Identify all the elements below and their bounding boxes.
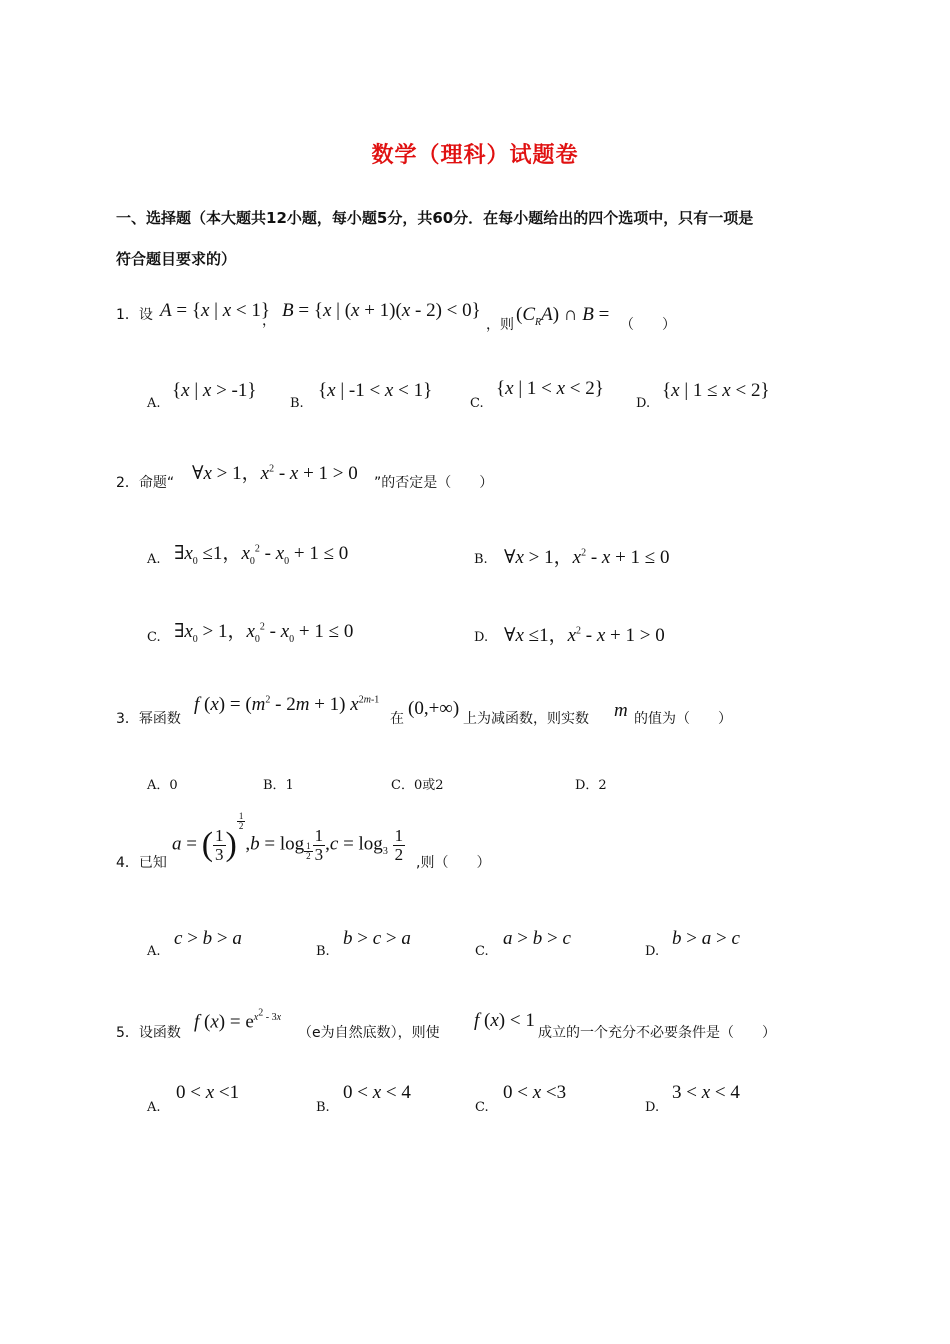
- option-label: B.: [316, 944, 330, 959]
- question-number: 5．: [116, 1025, 139, 1041]
- answer-paren: （ ）: [620, 317, 676, 333]
- option-d: D．2: [575, 778, 607, 793]
- question-4: [116, 852, 167, 872]
- option-b-math: {x | -1 < x < 1}: [318, 380, 433, 401]
- question-text: ，: [262, 313, 276, 329]
- option-b-math: b > c > a: [343, 928, 411, 949]
- question-text: ,则（ ）: [416, 855, 491, 871]
- option-b-math: ∀x > 1，$x^2 - x + 1 \le 0$: [504, 547, 670, 568]
- question-text: 在: [390, 711, 404, 727]
- page-title: 数学（理科）试题卷: [371, 143, 579, 168]
- section-header-line-1: 一、选择题（本大题共12小题，每小题5分，共60分．在每小题给出的四个选项中，只有一项是: [116, 209, 754, 227]
- option-a-math: $\exists x_0 \le 1$，$x_0^2 - x_0 + 1 \le 0$: [174, 543, 349, 567]
- question-number: 1．: [116, 307, 139, 323]
- question-text: 已知: [138, 855, 167, 871]
- option-label: B.: [290, 396, 304, 411]
- option-label: C.: [475, 1100, 489, 1115]
- option-label: D.: [474, 630, 489, 645]
- question-1: [116, 304, 153, 324]
- question-3: [116, 708, 181, 728]
- math-proposition: ∀x > 1，$x^2 - x + 1 > 0$: [192, 463, 358, 484]
- math-set-b: B = {x | (x + 1)(x - 2) < 0}: [282, 300, 481, 321]
- option-d-math: 3 < x < 4: [672, 1082, 740, 1103]
- question-text: 上为减函数，则实数: [463, 711, 589, 727]
- question-2: [116, 472, 174, 492]
- option-d-math: {x | 1 ≤ x < 2}: [662, 380, 770, 401]
- option-c: C．0或2: [391, 778, 444, 793]
- option-label: B.: [316, 1100, 330, 1115]
- option-a-math: 0 < x <1: [176, 1082, 240, 1103]
- math-interval: (0,+∞): [408, 698, 460, 719]
- option-label: B.: [474, 552, 488, 567]
- math-m: m: [614, 700, 628, 721]
- option-label: A.: [147, 944, 161, 959]
- option-label: A.: [147, 1100, 161, 1115]
- option-label: D.: [645, 1100, 660, 1115]
- question-text: 成立的一个充分不必要条件是（ ）: [538, 1025, 776, 1041]
- math-inequality: f (x) < 1: [474, 1010, 535, 1031]
- math-exp-function: f $(x) = e^{x^2 - 3x}$: [194, 1008, 282, 1033]
- option-label: C.: [475, 944, 489, 959]
- option-a-math: {x | x > -1}: [172, 380, 257, 401]
- option-a: A．0: [147, 778, 178, 793]
- question-text: 设: [138, 307, 153, 323]
- option-b: B．1: [263, 778, 294, 793]
- question-text: 命题“: [138, 475, 175, 491]
- question-text: 幂函数: [138, 711, 181, 727]
- math-set-a: A = {x | x < 1}: [160, 300, 270, 321]
- question-text: （e为自然底数），则使: [298, 1025, 440, 1041]
- option-label: C.: [147, 630, 161, 645]
- option-label: C.: [470, 396, 484, 411]
- option-a-math: c > b > a: [174, 928, 242, 949]
- option-d-math: ∀x ≤1，$x^2 - x + 1 > 0$: [504, 625, 665, 646]
- question-5: [116, 1022, 181, 1042]
- question-number: 3．: [116, 711, 139, 727]
- math-complement: $(C_RA)$ ∩ B =: [516, 304, 610, 328]
- question-text: 的值为（ ）: [634, 711, 732, 727]
- option-label: A.: [147, 552, 161, 567]
- option-label: A.: [147, 396, 161, 411]
- question-number: 2．: [116, 475, 139, 491]
- option-b-math: 0 < x < 4: [343, 1082, 411, 1103]
- option-c-math: a > b > c: [503, 928, 571, 949]
- section-header-line-2: 符合题目要求的）: [116, 250, 237, 268]
- math-power-function: f $(x) = (m^2 - 2m + 1)$ $x^{2m-1}$: [194, 694, 380, 715]
- option-c-math: {x | 1 < x < 2}: [496, 378, 604, 399]
- option-c-math: 0 < x <3: [503, 1082, 567, 1103]
- question-text: ，则: [486, 317, 514, 333]
- math-abc-definitions: a = ( $\frac{1}{3}$ ) $^{\frac{1}{2}}$ ,b = log $_{\frac{1}{2}}$ $\frac{1}{3}$ $,c = \log_3$ $\frac{1}{2}$: [172, 810, 404, 864]
- question-number: 4．: [116, 855, 139, 871]
- option-label: D.: [636, 396, 651, 411]
- question-text: 设函数: [138, 1025, 181, 1041]
- option-d-math: b > a > c: [672, 928, 740, 949]
- question-text: ”的否定是（ ）: [374, 475, 494, 491]
- option-label: D.: [645, 944, 660, 959]
- option-c-math: $\exists x_0 > 1$，$x_0^2 - x_0 + 1 \le 0$: [174, 621, 354, 645]
